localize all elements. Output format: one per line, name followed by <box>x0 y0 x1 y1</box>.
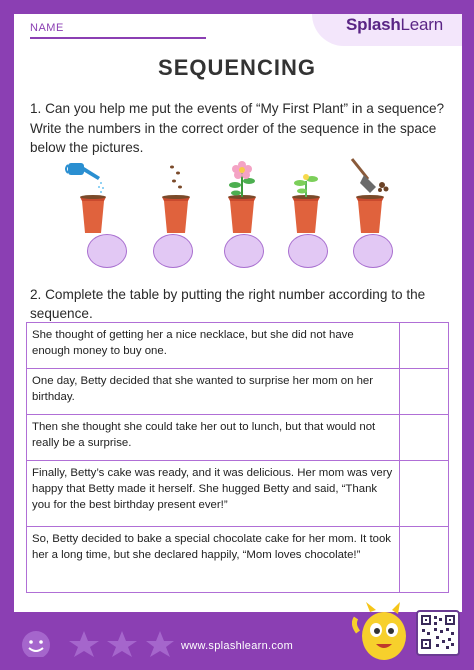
page-title: SEQUENCING <box>158 55 316 80</box>
answer-cell[interactable] <box>400 415 449 461</box>
seeds-pot-icon <box>150 157 202 235</box>
question-1-text: 1. Can you help me put the events of “My First Plant” in a sequence? Write the numbers in the correct order of the sequence in the space below the pictures. <box>30 101 445 155</box>
logo-bold: Splash <box>346 15 401 34</box>
answer-cell[interactable] <box>400 461 449 527</box>
frame-left <box>0 0 14 670</box>
table-row <box>27 323 449 369</box>
event-text: She thought of getting her a nice necklace, but she did not have enough money to buy one. <box>27 323 400 369</box>
shovel-soil-pot-icon <box>344 157 396 235</box>
qr-code-icon[interactable] <box>416 610 460 656</box>
answer-circle-5[interactable] <box>353 234 393 268</box>
sequence-table <box>26 322 449 593</box>
event-text: So, Betty decided to bake a special chocolate cake for her mom. It took her a long time, but she declared happily, “Mom loves chocolate!” <box>27 527 400 593</box>
frame-top <box>0 0 474 14</box>
answer-cell[interactable] <box>400 369 449 415</box>
table-row <box>27 369 449 415</box>
table-row <box>27 527 449 593</box>
answer-circle-2[interactable] <box>153 234 193 268</box>
table-row <box>27 461 449 527</box>
frame-right <box>462 0 474 670</box>
mascot-icon <box>352 602 414 662</box>
answer-cell[interactable] <box>400 323 449 369</box>
footer-url[interactable]: www.splashlearn.com <box>180 640 294 652</box>
logo-regular: Learn <box>400 15 444 34</box>
sprout-plant-icon <box>280 157 332 235</box>
watering-can-plant-icon <box>64 157 116 235</box>
answer-circle-1[interactable] <box>87 234 127 268</box>
event-text: Finally, Betty’s cake was ready, and it was delicious. Her mom was very happy that Betty made it herself. She hugged Betty and said, “Thank you for the best birthday present ever!” <box>27 461 400 527</box>
table-row <box>27 415 449 461</box>
flowering-plant-icon <box>216 157 268 235</box>
answer-circle-4[interactable] <box>288 234 328 268</box>
answer-circle-3[interactable] <box>224 234 264 268</box>
splashlearn-logo <box>346 15 443 35</box>
answer-cell[interactable] <box>400 527 449 593</box>
name-input-line[interactable] <box>30 37 206 39</box>
event-text: One day, Betty decided that she wanted to surprise her mom on her birthday. <box>27 369 400 415</box>
event-text: Then she thought she could take her out to lunch, but that would not really be a surprise. <box>27 415 400 461</box>
question-2-text: 2. Complete the table by putting the right number according to the sequence. <box>30 287 426 321</box>
name-label: NAME <box>30 22 64 34</box>
